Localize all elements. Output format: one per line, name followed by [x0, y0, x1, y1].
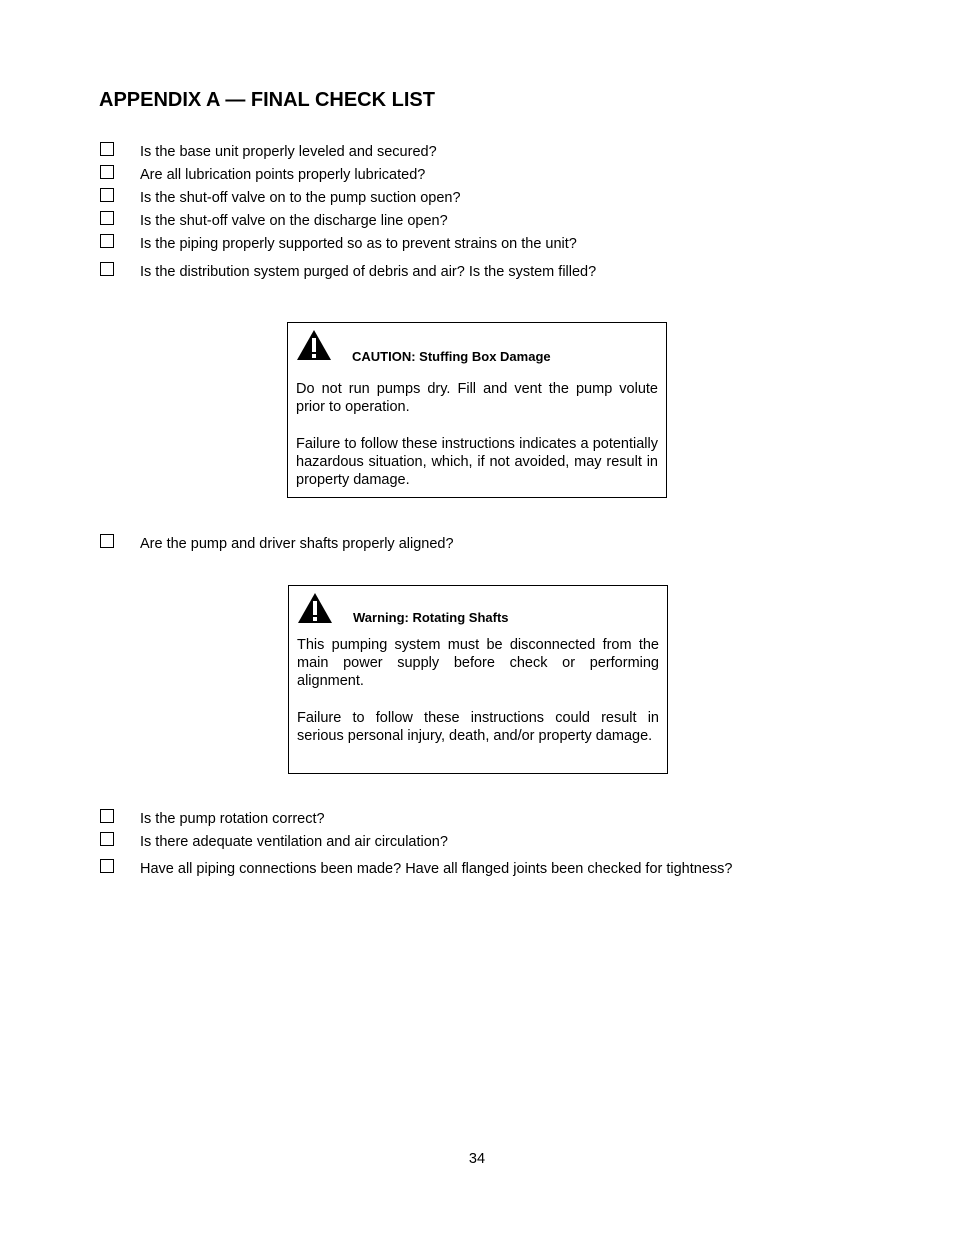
checklist-item-text: Is there adequate ventilation and air circulation? — [140, 834, 448, 850]
checklist-item — [100, 190, 860, 214]
checklist-item — [100, 264, 860, 288]
checklist-item-text: Is the shut-off valve on to the pump suction open? — [140, 190, 461, 206]
checkbox[interactable] — [100, 211, 114, 225]
checklist-item-text: Is the pump rotation correct? — [140, 811, 325, 827]
checklist-item-text: Are the pump and driver shafts properly aligned? — [140, 536, 454, 552]
checklist-item — [100, 167, 860, 191]
checkbox[interactable] — [100, 832, 114, 846]
caution-box — [287, 322, 667, 498]
checkbox[interactable] — [100, 262, 114, 276]
checkbox[interactable] — [100, 188, 114, 202]
checklist-item-text: Is the base unit properly leveled and secured? — [140, 144, 437, 160]
checkbox[interactable] — [100, 859, 114, 873]
checklist-item — [100, 861, 860, 885]
caution-paragraph: Do not run pumps dry. Fill and vent the pump volute prior to operation. — [296, 381, 658, 415]
warning-heading: Warning: Rotating Shafts — [353, 610, 509, 625]
caution-heading: CAUTION: Stuffing Box Damage — [352, 349, 551, 364]
checklist-item — [100, 811, 860, 835]
checklist-item — [100, 536, 860, 560]
warning-paragraph: Failure to follow these instructions could result in serious personal injury, death, and/or property damage. — [297, 710, 659, 744]
checklist-item-text: Is the shut-off valve on the discharge line open? — [140, 213, 448, 229]
checklist-item — [100, 213, 860, 237]
page-number: 34 — [468, 1151, 486, 1167]
checklist-item-text: Have all piping connections been made? Have all flanged joints been checked for tightness? — [140, 861, 733, 877]
warning-box — [288, 585, 668, 774]
warning-triangle-icon — [297, 592, 333, 624]
checkbox[interactable] — [100, 142, 114, 156]
warning-triangle-icon — [296, 329, 332, 361]
checkbox[interactable] — [100, 234, 114, 248]
checkbox[interactable] — [100, 809, 114, 823]
checklist-item — [100, 834, 860, 858]
checkbox[interactable] — [100, 165, 114, 179]
page-title: APPENDIX A — FINAL CHECK LIST — [99, 89, 435, 111]
caution-paragraph: Failure to follow these instructions indicates a potentially hazardous situation, which, if not avoided, may result in property damage. — [296, 436, 658, 488]
checklist-item — [100, 144, 860, 168]
checklist-item-text: Is the distribution system purged of debris and air? Is the system filled? — [140, 264, 597, 280]
checklist-item-text: Are all lubrication points properly lubricated? — [140, 167, 426, 183]
warning-paragraph: This pumping system must be disconnected from the main power supply before check or performing alignment. — [297, 637, 659, 689]
checklist-item-text: Is the piping properly supported so as to prevent strains on the unit? — [140, 236, 577, 252]
checklist-item — [100, 236, 860, 260]
checkbox[interactable] — [100, 534, 114, 548]
